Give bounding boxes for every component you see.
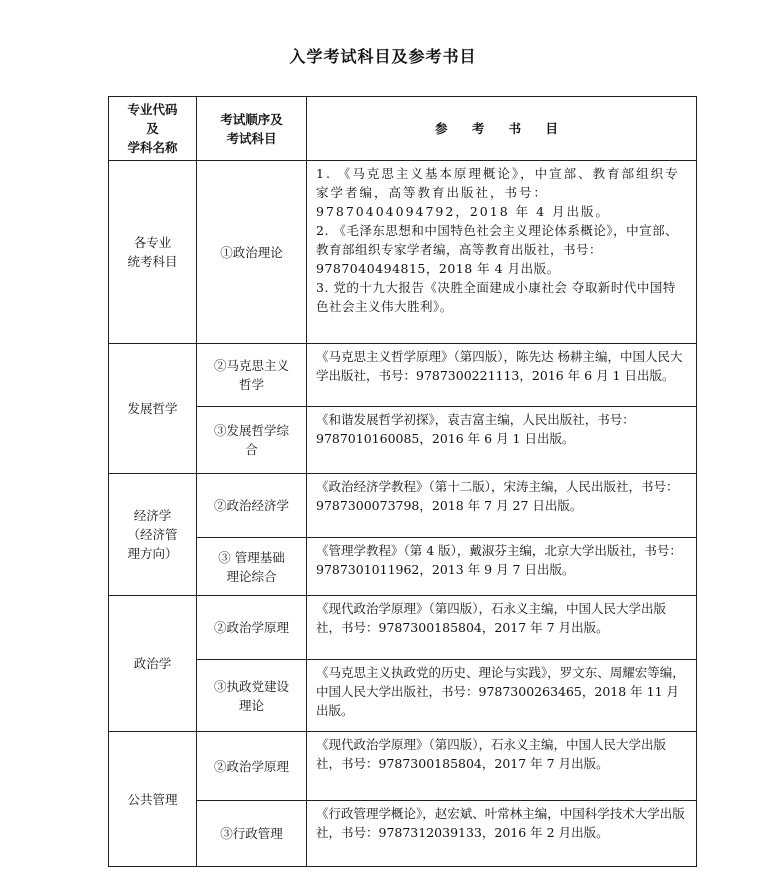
table-row [109,344,697,407]
subject-line: ①政治理论 [220,244,283,260]
subject-line: ③ 管理基础 [218,549,285,565]
header-major-line: 学科名称 [127,140,178,155]
header-major-line: 及 [146,121,159,136]
reference-cell [307,538,697,596]
header-reference [307,97,697,161]
subject-line: ②政治学原理 [213,758,289,774]
header-subject [197,97,307,161]
major-name-line: 统考科目 [127,254,178,269]
major-name-line: （经济管 [127,527,178,542]
table-row [109,474,697,538]
reference-text: 《行政管理学概论》，赵宏斌、叶常林主编，中国科学技术大学出版社，书号：9787312039133，2016 年 2 月出版。 [316,806,685,840]
subject-cell [197,596,307,660]
subject-line: ③执政党建设 [213,678,289,694]
reference-cell [307,161,697,344]
major-cell [109,474,197,596]
table-row [109,660,697,732]
reference-cell [307,660,697,732]
subject-cell [197,344,307,407]
subject-line: ③发展哲学综 [213,423,289,438]
reference-text: 《政治经济学教程》（第十二版），宋涛主编，人民出版社，书号：9787300073798，2018 年 7 月 27 日出版。 [316,479,679,513]
reference-cell [307,344,697,407]
major-cell [109,596,197,732]
header-major [109,97,197,161]
subject-line: 理论 [238,697,264,713]
table-row [109,407,697,474]
reference-text: 《马克思主义执政党的历史、理论与实践》，罗文东、周耀宏等编，中国人民大学出版社，书号：9787300263465，2018 年 11 月出版。 [316,665,685,718]
subject-line: 哲学 [238,377,264,392]
subject-cell [197,407,307,474]
header-subject-line: 考试顺序及 [220,111,283,127]
major-name-line: 经济学 [133,508,172,523]
major-cell [109,161,197,344]
major-name-line: 各专业 [133,235,172,250]
reference-cell [307,407,697,474]
major-name-line: 发展哲学 [127,401,178,416]
subject-cell [197,801,307,867]
subject-cell [197,538,307,596]
subject-line: ②政治学原理 [213,620,289,635]
major-cell [109,732,197,867]
subject-line: 理论综合 [226,568,277,584]
reference-cell [307,596,697,660]
reference-text: 3. 党的十九大报告《决胜全面建成小康社会 夺取新时代中国特色社会主义伟大胜利》。 [316,280,676,314]
reference-cell [307,801,697,867]
subject-cell [197,732,307,801]
table-row [109,538,697,596]
page-title: 入学考试科目及参考书目 [289,47,477,66]
major-name-line: 理方向） [127,546,178,561]
table-row [109,732,697,801]
subject-line: 合 [245,442,258,457]
subject-line: ②政治经济学 [213,498,289,513]
reference-text: 1. 《马克思主义基本原理概论》，中宣部、教育部组织专家学者编，高等教育出版社，书号：97870404094792，2018 年 4 月出版。 [316,166,680,219]
major-name-line: 公共管理 [127,791,178,807]
table-row [109,161,697,344]
reference-text: 《现代政治学原理》（第四版），石永义主编，中国人民大学出版社，书号：9787300185804，2017 年 7 月出版。 [316,737,667,771]
reference-cell [307,474,697,538]
header-subject-line: 考试科目 [226,130,277,146]
table-header-row [109,97,697,161]
exam-subjects-table [108,96,697,867]
table-row [109,801,697,867]
subject-cell [197,660,307,732]
reference-text: 2. 《毛泽东思想和中国特色社会主义理论体系概论》，中宣部、教育部组织专家学者编，高等教育出版社，书号：9787040494815，2018 年 4 月出版。 [316,223,679,276]
subject-line: ③行政管理 [220,826,283,841]
subject-line: ②马克思主义 [213,358,289,373]
header-reference-label: 参 考 书 目 [434,121,569,136]
table-row [109,596,697,660]
reference-text: 《现代政治学原理》（第四版），石永义主编，中国人民大学出版社，书号：9787300185804，2017 年 7 月出版。 [316,601,667,635]
reference-text: 《马克思主义哲学原理》（第四版），陈先达 杨耕主编，中国人民大学出版社，书号：9787300221113，2016 年 6 月 1 日出版。 [316,349,683,383]
major-cell [109,344,197,474]
reference-text: 《管理学教程》（第 4 版），戴淑芬主编，北京大学出版社，书号：9787301011962，2013 年 9 月 7 日出版。 [316,543,682,577]
reference-cell [307,732,697,801]
major-name-line: 政治学 [133,656,172,671]
subject-cell [197,161,307,344]
header-major-line: 专业代码 [127,102,178,117]
reference-text: 《和谐发展哲学初探》，袁吉富主编，人民出版社，书号：9787010160085，2016 年 6 月 1 日出版。 [316,412,635,446]
subject-cell [197,474,307,538]
